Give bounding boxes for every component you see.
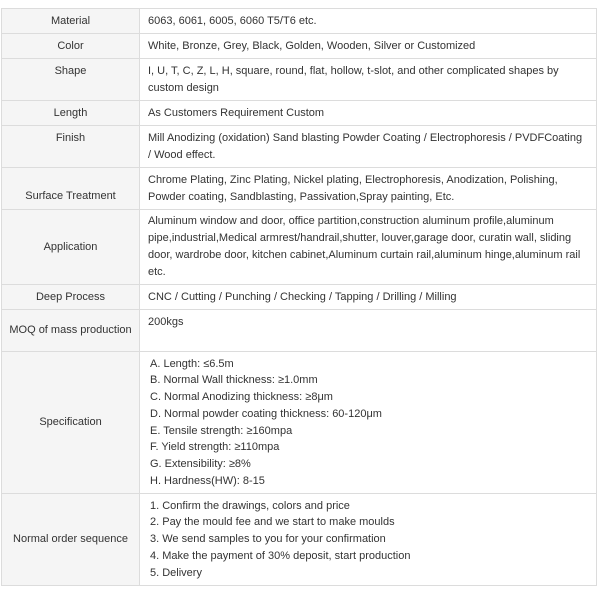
row-value-deep-process: CNC / Cutting / Punching / Checking / Tapping / Drilling / Milling — [140, 285, 597, 310]
row-label-specification: Specification — [2, 352, 140, 494]
order-step: 3. We send samples to you for your confirmation — [150, 533, 386, 546]
row-label-order-sequence: Normal order sequence — [2, 494, 140, 586]
row-label-surface-treatment: Surface Treatment — [2, 168, 140, 210]
row-value-specification — [140, 352, 597, 494]
row-value-moq: 200kgs — [140, 310, 597, 352]
table-row — [2, 34, 597, 59]
spec-item: C. Normal Anodizing thickness: ≥8μm — [150, 391, 333, 404]
order-step: 1. Confirm the drawings, colors and price — [150, 499, 350, 512]
order-step: 5. Delivery — [150, 566, 202, 579]
spec-item: A. Length: ≤6.5m — [150, 357, 234, 370]
row-value-shape: I, U, T, C, Z, L, H, square, round, flat, hollow, t-slot, and other complicated shapes by custom design — [140, 59, 597, 101]
row-label-shape: Shape — [2, 59, 140, 101]
row-value-length: As Customers Requirement Custom — [140, 101, 597, 126]
row-label-application: Application — [2, 210, 140, 285]
row-label-length: Length — [2, 101, 140, 126]
row-value-material: 6063, 6061, 6005, 6060 T5/T6 etc. — [140, 9, 597, 34]
product-spec-table — [1, 8, 597, 586]
table-row — [2, 352, 597, 494]
row-label-color: Color — [2, 34, 140, 59]
spec-item: B. Normal Wall thickness: ≥1.0mm — [150, 374, 318, 387]
spec-item: E. Tensile strength: ≥160mpa — [150, 424, 293, 437]
spec-item: D. Normal powder coating thickness: 60-120μm — [150, 407, 382, 420]
spec-item: G. Extensibility: ≥8% — [150, 457, 251, 470]
row-label-deep-process: Deep Process — [2, 285, 140, 310]
table-row — [2, 210, 597, 285]
row-value-application: Aluminum window and door, office partition,construction aluminum profile,aluminum pipe,industrial,Medical armrest/handrail,shutter, louver,garage door, curatin wall, sliding door, wardrobe door, kitchen cabinet,Aluminum curtain rail,aluminum hinge,aluminum rail etc. — [140, 210, 597, 285]
spec-item: F. Yield strength: ≥110mpa — [150, 441, 280, 454]
row-label-moq: MOQ of mass production — [2, 310, 140, 352]
row-label-material: Material — [2, 9, 140, 34]
table-row — [2, 59, 597, 101]
table-row — [2, 310, 597, 352]
row-value-finish: Mill Anodizing (oxidation) Sand blasting Powder Coating / Electrophoresis / PVDFCoating / Wood effect. — [140, 126, 597, 168]
table-row — [2, 168, 597, 210]
row-value-color: White, Bronze, Grey, Black, Golden, Wooden, Silver or Customized — [140, 34, 597, 59]
table-row — [2, 285, 597, 310]
order-step: 2. Pay the mould fee and we start to make moulds — [150, 516, 395, 529]
order-step: 4. Make the payment of 30% deposit, start production — [150, 549, 411, 562]
table-row — [2, 101, 597, 126]
table-row — [2, 494, 597, 586]
spec-item: H. Hardness(HW): 8-15 — [150, 474, 265, 487]
row-value-surface-treatment: Chrome Plating, Zinc Plating, Nickel plating, Electrophoresis, Anodization, Polishing, Powder coating, Sandblasting, Passivation,Spray painting, Etc. — [140, 168, 597, 210]
row-value-order-sequence — [140, 494, 597, 586]
row-label-finish: Finish — [2, 126, 140, 168]
table-row — [2, 9, 597, 34]
table-row — [2, 126, 597, 168]
